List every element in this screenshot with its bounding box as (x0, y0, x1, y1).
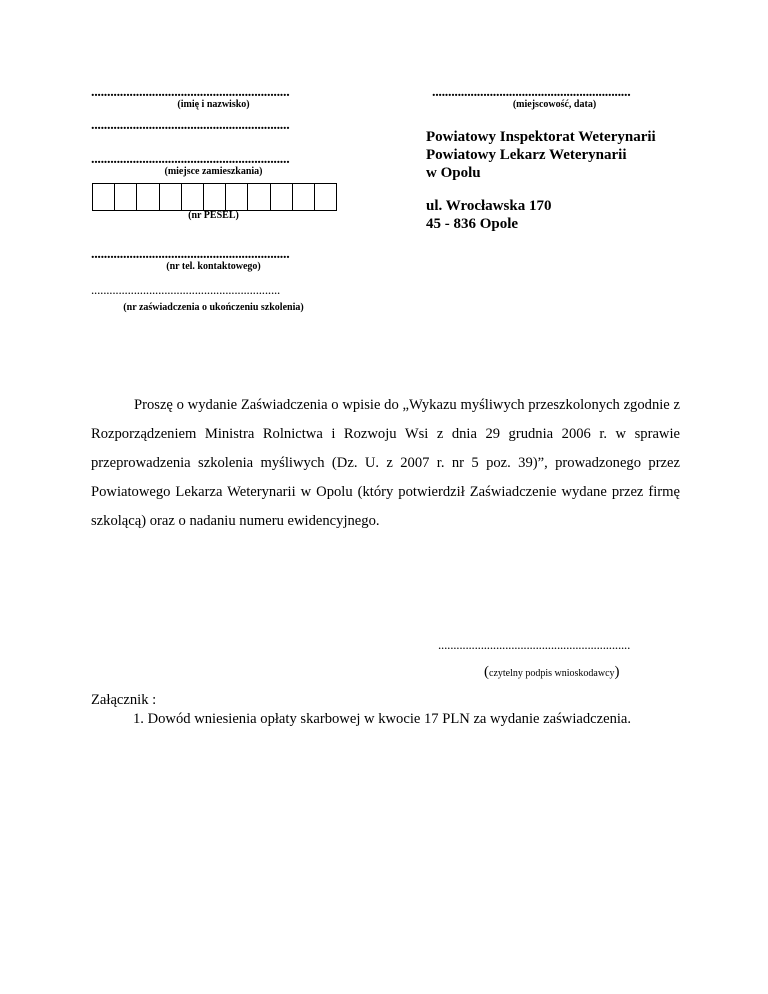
addressee-block (426, 128, 656, 182)
pesel-cell[interactable] (159, 184, 181, 210)
signature-caption (484, 664, 620, 681)
attachment-item: 1. Dowód wniesienia opłaty skarbowej w kwocie 17 PLN za wydanie zaświadczenia. (133, 711, 632, 727)
residence-line-2[interactable]: .............................................................. (91, 153, 290, 167)
signature-line[interactable]: ............................................................... (438, 638, 631, 651)
phone-line[interactable]: .............................................................. (91, 248, 290, 262)
pesel-cell[interactable] (270, 184, 292, 210)
pesel-cell[interactable] (181, 184, 203, 210)
name-line[interactable]: .............................................................. (91, 86, 290, 100)
pesel-caption: (nr PESEL) (188, 210, 239, 221)
pesel-cell[interactable] (203, 184, 225, 210)
phone-caption: (nr tel. kontaktowego) (166, 261, 261, 272)
residence-line-1[interactable]: .............................................................. (91, 119, 290, 133)
place-date-caption: (miejscowość, data) (512, 99, 597, 110)
name-caption: (imię i nazwisko) (177, 99, 250, 110)
attachment-heading: Załącznik : (91, 692, 157, 708)
certificate-caption: (nr zaświadczenia o ukończeniu szkolenia) (123, 302, 304, 313)
pesel-cell[interactable] (114, 184, 136, 210)
pesel-grid[interactable] (92, 183, 337, 211)
signature-caption-text: czytelny podpis wnioskodawcy (489, 668, 615, 679)
pesel-cell[interactable] (93, 184, 114, 210)
address-postal: 45 - 836 Opole (426, 216, 519, 232)
pesel-cell[interactable] (314, 184, 336, 210)
address-block (426, 197, 551, 233)
pesel-cell[interactable] (292, 184, 314, 210)
residence-caption: (miejsce zamieszkania) (164, 166, 263, 177)
addressee-line-3: w Opolu (426, 165, 481, 181)
address-street: ul. Wrocławska 170 (426, 198, 552, 214)
addressee-line-2: Powiatowy Lekarz Weterynarii (426, 147, 627, 163)
place-date-line[interactable]: .............................................................. (432, 86, 631, 100)
certificate-line[interactable]: .............................................................. (91, 283, 281, 296)
signature-paren-close: ) (614, 664, 620, 680)
pesel-cell[interactable] (247, 184, 269, 210)
pesel-cell[interactable] (225, 184, 247, 210)
request-paragraph: Proszę o wydanie Zaświadczenia o wpisie do „Wykazu myśliwych przeszkolonych zgodnie z Rozporządzeniem Ministra Rolnictwa i Rozwoju Wsi z dnia 29 grudnia 2006 r. w sprawie przeprowadzenia szkolenia myśliwych (Dz. U. z 2007 r. nr 5 poz. 39)”, prowadzonego przez Powiatowego Lekarza Weterynarii w Opolu (który potwierdził Zaświadczenie wydane przez firmę szkolącą) oraz o nadaniu numeru ewidencyjnego. (91, 397, 680, 529)
signature-paren-open: ( (484, 664, 489, 680)
pesel-cell[interactable] (136, 184, 158, 210)
addressee-line-1: Powiatowy Inspektorat Weterynarii (426, 129, 656, 145)
